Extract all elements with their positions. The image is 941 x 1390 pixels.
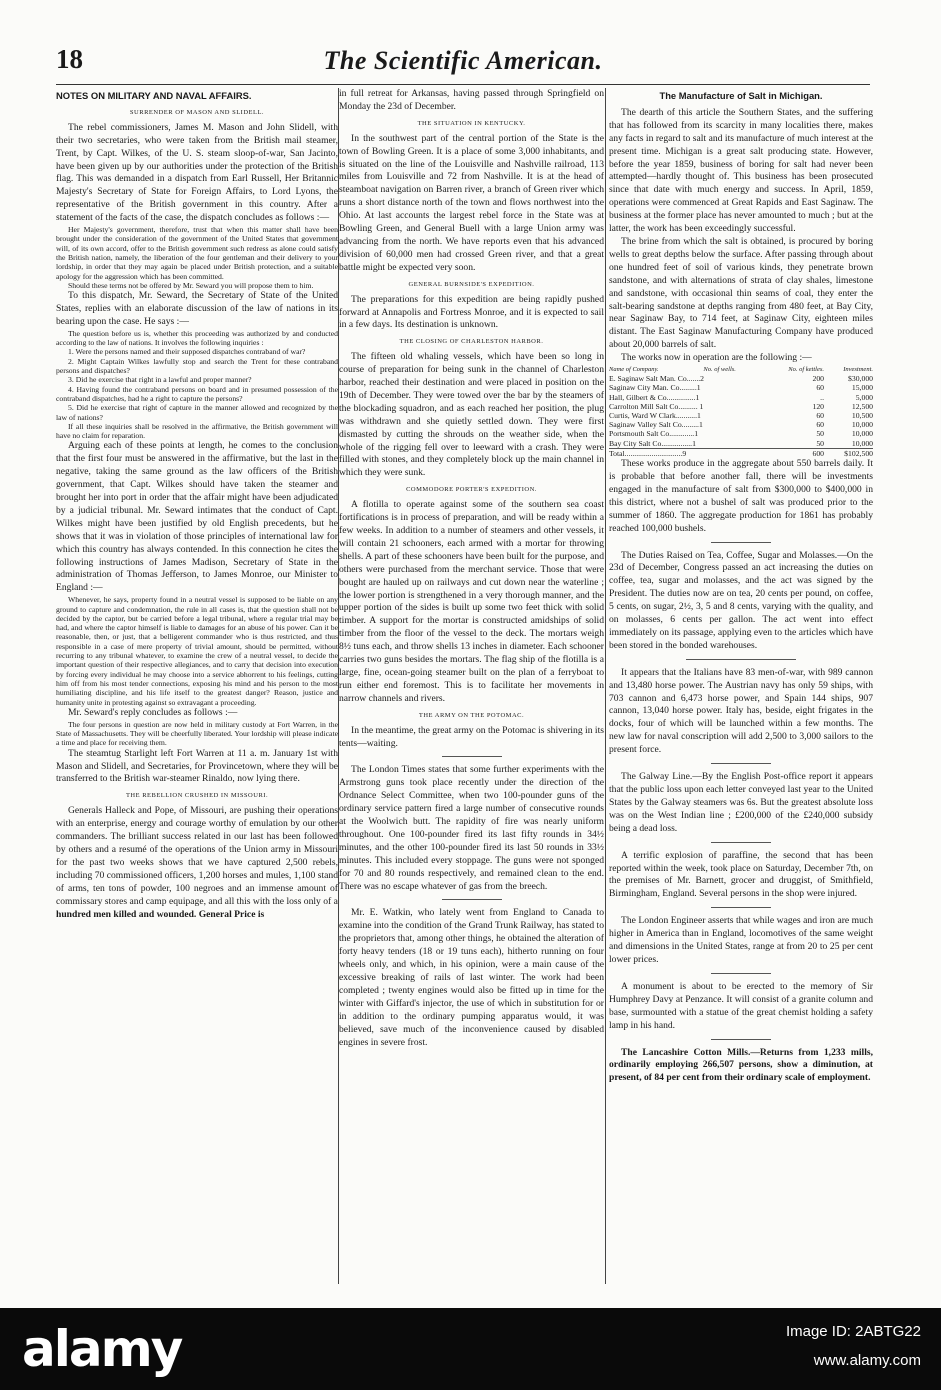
table-row [609,439,873,449]
header-rule [56,84,870,85]
column-2 [339,88,604,1288]
table-cell: 10,000 [851,420,873,430]
paragraph: The rebel commissioners, James M. Mason and John Slidell, with their two secretaries, who were taken from the British mail steamer, Trent, by Capt. Wilkes, of the U. S. steam sloop-of-war, San Jacinto, have been given up by our authorities under the protection of the British flag. This was demanded in a dispatch from Earl Russell, Her Britannic Majesty's Secretary of State for Foreign Affairs, to Lord Lyons, the representative of the British government in this country. After a statement of the facts of the case, the dispatch concludes as follows :— [56,121,338,224]
table-cell: E. Saginaw Salt Man. Co.......2 [609,374,705,384]
table-header: No. of wells. [703,366,736,374]
quote: 4. Having found the contraband persons on board and in presumed possession of the contraband dispatches, had he a right to capture the persons? [56,384,338,403]
separator [711,973,771,974]
table-cell: 50 [816,438,824,448]
quote: 1. Were the persons named and their supposed dispatches contraband of war? [68,347,306,357]
table-cell: 5,000 [855,392,873,402]
paragraph: The Duties Raised on Tea, Coffee, Sugar and Molasses.—On the 23d of December, Congress passed an act increasing the duties on coffee, tea, sugar and molasses, and the act was signed by the President. The duties now are on tea, 20 cents per pound, on coffee, 5 cents, on sugar, 2½, 3, 5 and 8 cents, varying with the quality, and on molasses, 6 cents per gallon. The act went into effect immediately on its passage, applying even to the articles which have been stored in the bonded warehouses. [609,549,873,651]
paragraph: In the southwest part of the central portion of the State is the town of Bowling Green. It is a place of some 3,000 inhabitants, and is situated on the line of the Louisville and Nashville railroad, 113 miles from Louisville and 72 from Nashville. It is at the head of steamboat navigation on Barren river, a branch of Green river which runs a short distance north of the town and flows northwest into the Ohio. At last accounts the largest rebel force in the State was at Bowling Green, and General Buell with a large Union army was advancing from the north. We have reports even that his advanced division of 60,000 men had crossed Green river, and that a great battle might be expected very soon. [339,132,604,273]
paragraph: These works produce in the aggregate about 550 barrels daily. It is probable that before another fall, there will be investments engaged in the manufacture of salt from $300,000 to $400,000 in this district, where not a bushel of salt was produced prior to the summer of 1860. The aggregate production for 1861 has probably reached 100,000 bushels. [609,458,873,534]
masthead: The Scientific American. [323,46,603,75]
section-heading: COMMODORE PORTER'S EXPEDITION. [406,486,537,494]
table-total-row [609,448,873,458]
alamy-logo: alamy [22,1320,182,1378]
table-cell: 15,000 [851,383,873,393]
paragraph: A flotilla to operate against some of the southern sea coast fortifications is in process of preparation, and will be ready within a few weeks. In addition to a number of steamers and other vessels, it will contain 21 schooners, each armed with a mortar for throwing shells. A part of these schooners have been built for the purpose, and others were purchased from the merchant service. Those that were bought are hauled up on railways and cut down near the waterline ; the lower portion is strengthened in a very thorough manner, and the upper portion of the sides is built up some two feet thick with solid timber. A support for the mortar is constructed amidships of solid timber from the floor of the vessel to the deck. The mortars weigh 8½ tuns each, and throw shells 13 inches in diameter. Each schooner carries two guns besides the mortars. The flag ship of the flotilla is a large, fine, ocean-going steamer built on the plan of a ferryboat to run either end foremost. This is to facilitate her movements in narrow channels and rivers. [339,499,604,704]
separator [711,907,771,908]
table-cell: Saginaw Valley Salt Co.........1 [609,420,703,430]
table-row [609,393,873,402]
table-cell: 60 [816,383,824,393]
paragraph: The London Times states that some further experiments with the Armstrong guns took place recently under the direction of the Ordnance Select Committee, when two 100-pounder guns of the ordinary service pattern fired a large number of consecutive rounds at the Woolwich butt. The rapidity of fire was nearly uniform throughout. One 100-pounder fired its last fifty rounds in 34½ minutes, and the other 100-pounder fired its last 50 rounds in 33½ minutes. This included every stoppage. The guns were not sponged for 70 and 80 rounds respectively, and remained clean to the end. There was no escape whatever of gas from the breech. [339,764,604,892]
quote: If all these inquiries shall be resolved in the affirmative, the British government will have no claim for reparation. [56,421,338,441]
table-cell: 10,500 [851,411,873,421]
quote: Her Majesty's government, therefore, trust that when this matter shall have been brought under the consideration of the government of the United States that government will, of its own accord, offer to the British government such redress as alone could satisfy the British nation, namely, the liberation of the four gentleman and their delivery to your lordship, in order that they may again be placed under British protection, and a suitable apology for the aggression which has been committed. [56,225,338,281]
section-heading: GENERAL BURNSIDE'S EXPEDITION. [408,280,535,288]
separator [711,542,771,543]
paragraph: in full retreat for Arkansas, having passed through Springfield on Monday the 23d of December. [339,88,604,112]
table-row [609,411,873,420]
paragraph: The preparations for this expedition are being rapidly pushed forward at Annapolis and Fortress Monroe, and it is expected to sail in a few days. Its destination is unknown. [339,293,604,331]
table-cell: .. [820,392,824,402]
separator [442,899,502,900]
table-cell: 60 [816,420,824,430]
image-id: Image ID: 2ABTG22 [785,1323,921,1340]
table-cell: 12,500 [851,401,873,411]
page-header [56,44,870,80]
section-heading: THE REBELLION CRUSHED IN MISSOURI. [125,792,269,800]
paragraph: The London Engineer asserts that while wages and iron are much higher in America than in England, locomotives of the same weight and dimensions in the United States, range at from 20 to 25 per cent lower prices. [609,915,873,965]
table-cell: Bay City Salt Co................1 [609,438,696,448]
table-cell: Carrolton Mill Salt Co.......... 1 [609,401,704,411]
table-header-row [609,365,873,374]
paragraph: Mr. Seward's reply concludes as follows :— [68,706,238,718]
section-heading: THE CLOSING OF CHARLESTON HARBOR. [399,338,544,346]
footer-url: www.alamy.com [813,1352,921,1369]
paragraph: The steamtug Starlight left Fort Warren at 11 a. m. January 1st with Mason and Slidell, and Secretaries, for Provincetown, where they will be transferred to the British war-steamer Rinaldo, now lying there. [56,747,338,785]
column-1 [56,88,338,1288]
table-header: Investment. [843,366,873,374]
section-heading: THE ARMY ON THE POTOMAC. [418,711,525,719]
section-heading: THE SITUATION IN KENTUCKY. [417,119,526,127]
separator [711,763,771,764]
page-number: 18 [56,44,83,74]
paragraph: The brine from which the salt is obtained, is procured by boring wells to great depths below the surface. After passing through about one hundred feet of soil of various kinds, they penetrate brown sandstone, and with alternations of strata of clay shales, limestone and sandstone, with occasional thin seams of coal, they enter the salt-bearing sandstone at depths ranging from 480 feet, at Bay City, near Saginaw Bay, to 714 feet, at Saginaw City, eighteen miles distant. The East Saginaw Manufacturing Company have produced about 20,000 barrels of salt. [609,235,873,351]
separator [686,659,796,660]
article-title: NOTES ON MILITARY AND NAVAL AFFAIRS. [56,90,252,101]
column-3 [609,88,873,1288]
table-cell: 10,000 [851,429,873,439]
table-header: No. of kettles. [788,366,824,374]
table-cell: 120 [812,401,824,411]
quote: 3. Did he exercise that right in a lawful and proper manner? [68,375,252,385]
table-cell: Total..............................9 [609,448,687,458]
separator [711,842,771,843]
table-cell: $30,000 [848,374,873,384]
quote: Should these terms not be offered by Mr. Seward you will propose them to him. [68,280,314,290]
quote: The question before us is, whether this proceeding was authorized by and conducted according to the law of nations. It involves the following inquiries : [56,328,338,348]
paragraph: To this dispatch, Mr. Seward, the Secretary of State of the United States, replies with an elaborate discussion of the law of nations in its bearing upon the case. He says :— [56,290,338,327]
column-divider [605,88,606,1284]
table-cell: 10,000 [851,438,873,448]
paragraph: It appears that the Italians have 83 men-of-war, with 989 cannon and 13,480 horse power. The Austrian navy has only 59 ships, with 703 cannon and 6,473 horse power, and Spain 144 ships, 907 cannon, 13,040 horse power. Italy has, beside, eight frigates in the docks, four of which will be launched within a few months. The new law for naval conscription will add 2,500 to 3,000 sailors to the present force. [609,666,873,756]
table-cell: Saginaw City Man. Co.........1 [609,383,701,393]
paragraph: The Galway Line.—By the English Post-office report it appears that the public loss upon each letter conveyed last year to the United States by the Galway steamers was 6s. But the greatest absolute loss was on the West Indian line ; £200,000 of the £240,000 subsidy being a dead loss. [609,771,873,834]
quote: Whenever, he says, property found in a neutral vessel is supposed to be liable on any ground to capture and condemnation, the rule in all cases is, that the question shall not be decided by the captor, but be carried before a legal tribunal, where a regular trial may be had, and where the captor himself is liable to damages for an abuse of his power. Can it be reasonable, then, or just, that a belligerent commander who is thus restricted, and thus responsible in a case of mere property of trivial amount, should be permitted, without recurring to any tribunal whatever, to examine the crew of a neutral vessel, to decide the important question of their respective allegiances, and to carry that decision into execution by forcing every individual he may choose into a service abhorrent to his feelings, cutting him off from his most tender connections, exposing his mind and his person to the most humiliating discipline, and his life itself to the greatest danger? Reason, justice and humanity unite in protesting against so extravagant a proceeding. [56,595,338,707]
paragraph: In the meantime, the great army on the Potomac is shivering in its tents—waiting. [339,724,604,749]
paragraph: A monument is about to be erected to the memory of Sir Humphrey Davy at Penzance. It will consist of a granite column and base, surmounted with a statue of the great chemist holding a safety lamp in his hand. [609,980,873,1031]
paragraph: Generals Halleck and Pope, of Missouri, are pushing their operations with an enterprise, energy and courage worthy of emulation by our other commanders. The brilliant success related in our last has been followed by others and a resumé of the operations of the Union army in Missouri for the past two weeks shows that we have captured 2,500 rebels, including 70 commissioned officers, 1,200 horses and mules, 1,100 stand of arms, ten tons of powder, 100 negroes and an immense amount of commissary stores and camp equipage, and all this with the loss only of a [56,805,338,907]
table-header: Name of Company. [609,366,659,374]
table-cell: Portsmouth Salt Co.............1 [609,429,699,439]
table-cell: 600 [812,448,824,458]
paragraph: The Lancashire Cotton Mills.—Returns from 1,233 mills, ordinarily employing 266,507 persons, show a diminution, at present, of 84 per cent from their ordinary scale of employment. [609,1046,873,1084]
table-cell: Curtis, Ward W Clark...........1 [609,411,701,421]
article-title: The Manufacture of Salt in Michigan. [659,90,823,101]
table-row [609,402,873,411]
table-cell: 50 [816,429,824,439]
table-cell: Hall, Gilbert & Co...............1 [609,392,700,402]
quote: 5. Did he exercise that right of capture in the manner allowed and recognized by the law of nations? [56,403,338,422]
paragraph: Arguing each of these points at length, he comes to the conclusion that the first four must be answered in the affirmative, but the last in the negative, taking the same ground as the law officers of the British government, that Capt. Wilkes should have taken the steamer and brought her into port in order that the affair might have been adjudicated by a judicial tribunal. Mr. Seward intimates that the conduct of Capt. Wilkes might have been justified by old English precedents, but he shows that it was in violation of those principles of international law for which this country has always contended. In this connection he cites the following instructions of James Madison, Secretary of State in the administration of Thomas Jefferson, to James Monroe, our Minister to England :— [56,440,338,594]
paragraph: A terrific explosion of paraffine, the second that has been reported within the week, took place on Saturday, December 7th, on the premises of Mr. Barnett, grocer and druggist, of Smithfield, Birmingham, England. Several persons in the shop were injured. [609,849,873,900]
table-row [609,383,873,392]
table-cell: 60 [816,411,824,421]
paragraph: Mr. E. Watkin, who lately went from England to Canada to examine into the condition of the Grand Trunk Railway, has stated to the proprietors that, among other things, he obtained the alteration of forty heavy tenders (18 or 19 tuns each), hitherto running on four wheels only, and which, in his opinion, were a main cause of the excessive breaking of rails of last winter. The work had been completed ; twenty engines would also be fitted up in time for the winter with Giffard's injector, the use of which in substitution for or in addition to the ordinary pumping apparatus would, it was believed, save much of the inconvenience caused by disabled engines in severe frost. [339,907,604,1048]
quote: The four persons in question are now held in military custody at Fort Warren, in the State of Massachusetts. They will be cheerfully liberated. Your lordship will please indicate a time and place for receiving them. [56,719,338,748]
table-row [609,420,873,429]
table-row [609,429,873,438]
section-heading: SURRENDER OF MASON AND SLIDELL. [129,108,265,116]
salt-works-table [609,365,873,458]
paragraph: The dearth of this article the Southern States, and the suffering that has followed from its scarcity in many localities there, makes any facts in regard to salt and its manufacture of much interest at the present time. Michigan is a great salt producing state. However, before the year 1859, business of boring for salt had never been attempted—hardly thought of. This business has been prosecuted since that date with much energy and success. In April, 1859, operations were commenced at Great Rapids and East Saginaw. The business at the former place has never amounted to much ; but at the latter, the work has been exceedingly successful. [609,106,873,235]
separator [711,1039,771,1040]
table-row [609,374,873,383]
table-cell: $102,500 [844,448,873,458]
quote: 2. Might Captain Wilkes lawfully stop and search the Trent for these contraband persons and dispatches? [56,356,338,376]
separator [442,756,502,757]
paragraph-end: hundred men killed and wounded. General Price is [56,908,265,920]
table-cell: 200 [812,374,824,384]
paragraph: The fifteen old whaling vessels, which have been so long in course of preparation for being sunk in the channel of Charleston harbor, reached their destination and were placed in position on the 19th of December. They were towed over the bar by the steamers of the blockading squadron, and as each reached her position, the plug was withdrawn and she quietly settled down. They were first dismasted by cutting the shrouds on the weather side, when the whole of the rigging fell over to leeward with a crash. They were filled with stones, and they completely block up the main channel in which they were sunk. [339,351,604,479]
paragraph: The works now in operation are the following :— [621,352,812,364]
